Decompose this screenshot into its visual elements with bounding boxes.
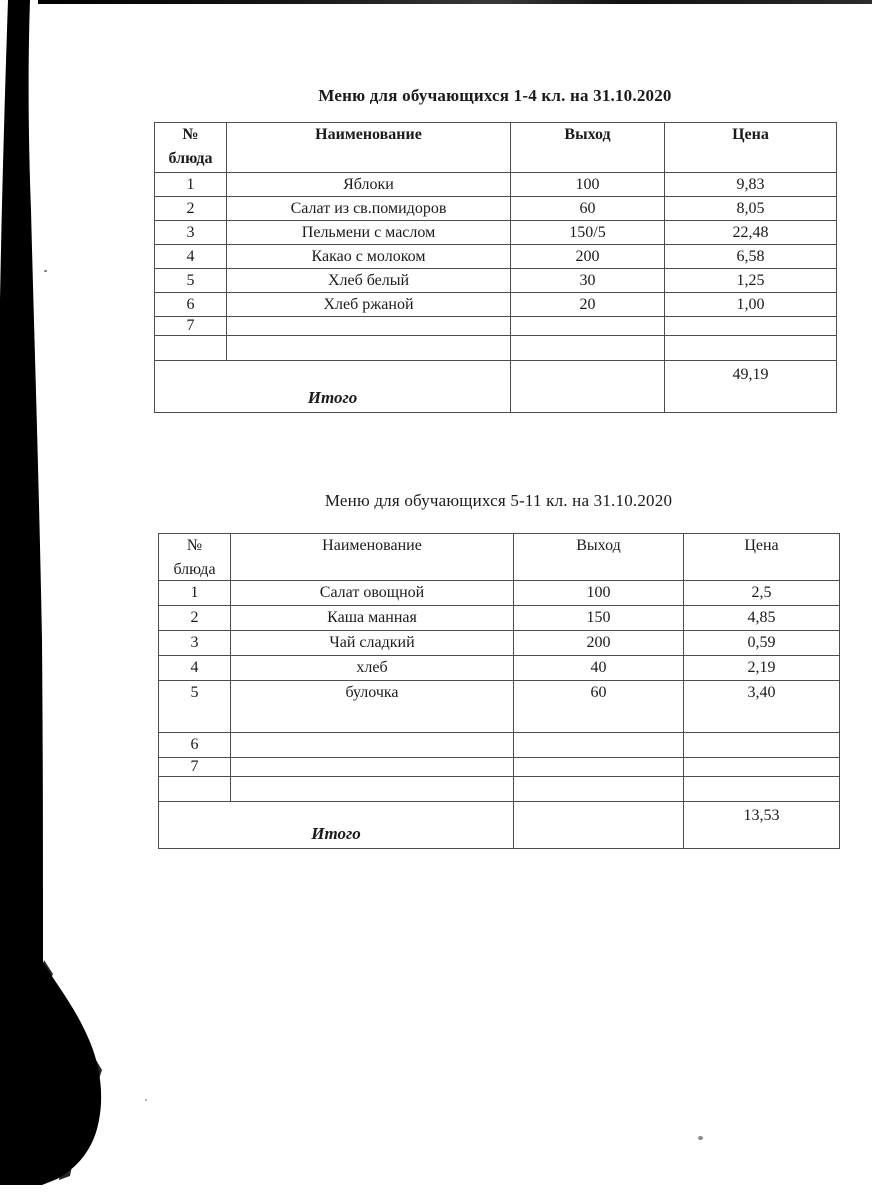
header-name: Наименование [227,123,511,173]
cell-num: 2 [155,197,227,221]
menu-title-grades-5-11: Меню для обучающихся 5-11 кл. на 31.10.2020 [324,491,673,510]
cell-output: 200 [511,245,665,269]
cell-num: 5 [159,681,231,733]
cell-price [684,758,840,777]
cell-output [514,758,684,777]
cell-price: 22,48 [665,221,837,245]
cell-name [231,733,514,758]
cell-name [227,317,511,336]
table-row [159,733,840,758]
cell-name: Яблоки [227,173,511,197]
table-empty-row [155,336,837,361]
cell-name [231,777,514,802]
scan-speck [698,1136,703,1140]
table-total-row [155,361,837,413]
cell-output: 60 [514,681,684,733]
total-price-cell: 49,19 [665,361,837,413]
header-price: Цена [665,123,837,173]
menu-section-grades-1-4 [154,86,836,416]
cell-name [231,758,514,777]
cell-num [155,336,227,361]
cell-name: Какао с молоком [227,245,511,269]
menu-title-grades-1-4: Меню для обучающихся 1-4 кл. на 31.10.2020 [318,86,672,105]
table-row [155,173,837,197]
cell-price: 8,05 [665,197,837,221]
header-dish-number: № блюда [159,534,231,581]
cell-name: Хлеб белый [227,269,511,293]
total-output-cell [514,802,684,849]
cell-output [514,733,684,758]
cell-num: 3 [159,631,231,656]
table-header-row [155,123,837,173]
scan-speck [44,270,47,272]
menu-table-grades-5-11 [158,533,840,849]
cell-name: Салат из св.помидоров [227,197,511,221]
total-label: Итого [311,824,361,843]
cell-num: 1 [159,581,231,606]
menu-section-grades-5-11 [158,491,839,843]
cell-price: 3,40 [684,681,840,733]
cell-output: 20 [511,293,665,317]
table-row [159,581,840,606]
cell-num: 6 [155,293,227,317]
cell-output [514,777,684,802]
cell-price [665,317,837,336]
total-output-cell [511,361,665,413]
cell-price: 1,25 [665,269,837,293]
scan-left-edge-artifact [0,0,160,1200]
cell-price: 0,59 [684,631,840,656]
cell-name: булочка [231,681,514,733]
table-row [155,197,837,221]
cell-num: 4 [155,245,227,269]
cell-price: 2,5 [684,581,840,606]
table-row [155,269,837,293]
cell-output: 150/5 [511,221,665,245]
table-row [159,758,840,777]
cell-name: Хлеб ржаной [227,293,511,317]
cell-price [665,336,837,361]
cell-output: 60 [511,197,665,221]
cell-num: 2 [159,606,231,631]
menu-table-grades-1-4 [154,122,837,413]
table-row [155,221,837,245]
table-row [155,293,837,317]
cell-num: 3 [155,221,227,245]
cell-name: Салат овощной [231,581,514,606]
table-header-row [159,534,840,581]
header-name: Наименование [231,534,514,581]
cell-num: 1 [155,173,227,197]
table-row [155,245,837,269]
cell-num: 5 [155,269,227,293]
cell-output: 200 [514,631,684,656]
cell-name: Пельмени с маслом [227,221,511,245]
cell-name: Каша манная [231,606,514,631]
cell-price: 1,00 [665,293,837,317]
total-price-cell: 13,53 [684,802,840,849]
table-row [159,606,840,631]
cell-price [684,777,840,802]
table-row [159,656,840,681]
scan-top-edge-artifact [38,0,872,4]
cell-num: 7 [155,317,227,336]
cell-num [159,777,231,802]
total-label-cell [155,361,511,413]
table-row [155,317,837,336]
cell-output: 100 [511,173,665,197]
cell-output: 30 [511,269,665,293]
cell-name: хлеб [231,656,514,681]
cell-price: 4,85 [684,606,840,631]
cell-name: Чай сладкий [231,631,514,656]
cell-num: 4 [159,656,231,681]
cell-price: 6,58 [665,245,837,269]
cell-num: 7 [159,758,231,777]
table-row [159,681,840,733]
header-output: Выход [511,123,665,173]
cell-output [511,336,665,361]
scan-speck [145,1099,147,1101]
cell-price: 2,19 [684,656,840,681]
header-price: Цена [684,534,840,581]
header-output: Выход [514,534,684,581]
cell-price: 9,83 [665,173,837,197]
cell-output: 150 [514,606,684,631]
cell-output: 40 [514,656,684,681]
total-label-cell [159,802,514,849]
header-dish-number: № блюда [155,123,227,173]
cell-name [227,336,511,361]
cell-price [684,733,840,758]
table-empty-row [159,777,840,802]
cell-output [511,317,665,336]
cell-num: 6 [159,733,231,758]
cell-output: 100 [514,581,684,606]
total-label: Итого [307,388,358,407]
table-row [159,631,840,656]
table-total-row [159,802,840,849]
